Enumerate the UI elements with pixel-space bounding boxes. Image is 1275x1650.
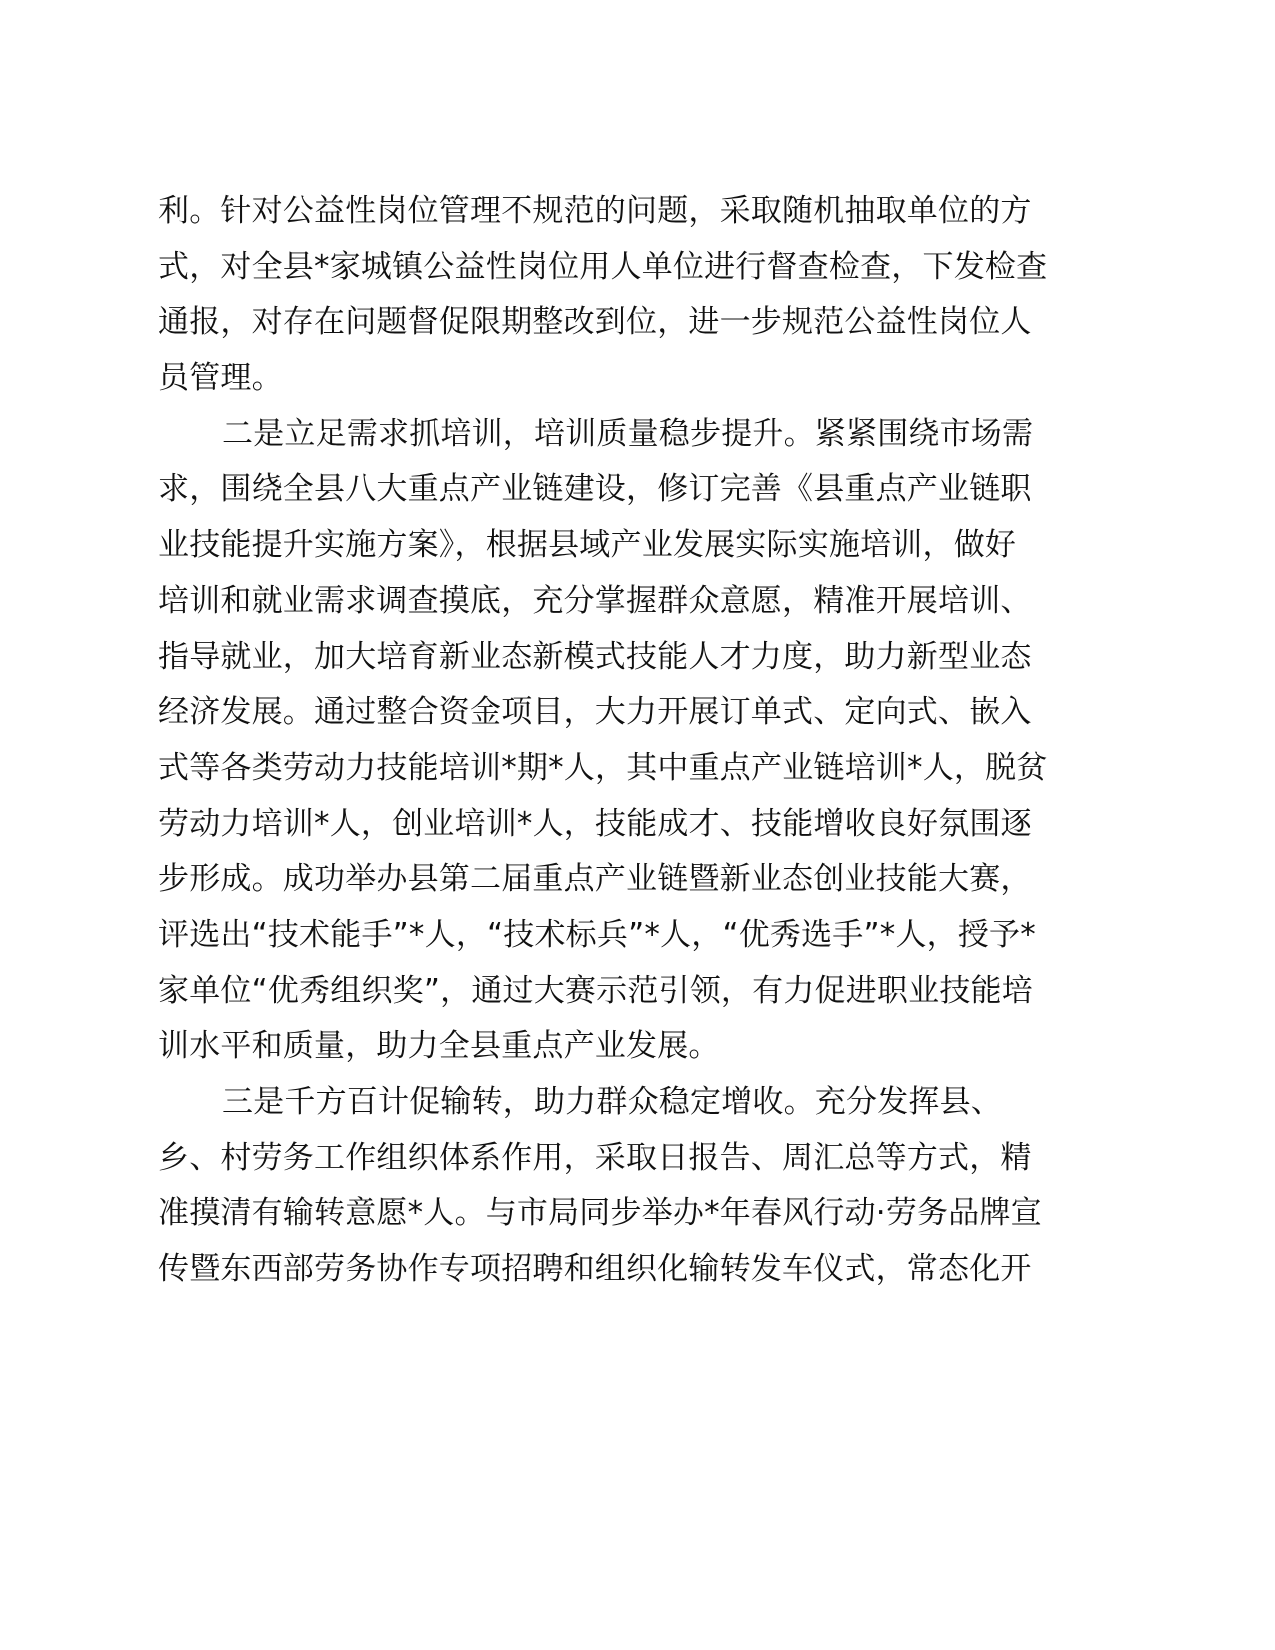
text-line: 家单位“优秀组织奖”，通过大赛示范引领，有力促进职业技能培 bbox=[158, 972, 1033, 1009]
text-line: 通报，对存在问题督促限期整改到位，进一步规范公益性岗位人 bbox=[158, 304, 1032, 341]
text-line: 式等各类劳动力技能培训*期*人，其中重点产业链培训*人，脱贫 bbox=[158, 749, 1048, 786]
paragraph-start-line: 三是千方百计促输转，助力群众稳定增收。充分发挥县、 bbox=[222, 1084, 1002, 1120]
text-line: 准摸清有输转意愿*人。与市局同步举办*年春风行动·劳务品牌宣 bbox=[158, 1195, 1042, 1232]
body-text bbox=[158, 184, 1118, 1298]
text-line: 步形成。成功举办县第二届重点产业链暨新业态创业技能大赛， bbox=[158, 861, 1032, 898]
text-line: 传暨东西部劳务协作专项招聘和组织化输转发车仪式，常态化开 bbox=[158, 1251, 1032, 1288]
text-line: 业技能提升实施方案》，根据县域产业发展实际实施培训，做好 bbox=[158, 527, 1017, 564]
text-line: 求，围绕全县八大重点产业链建设，修订完善《县重点产业链职 bbox=[158, 471, 1032, 508]
text-line: 培训和就业需求调查摸底，充分掌握群众意愿，精准开展培训、 bbox=[158, 582, 1032, 619]
text-line: 劳动力培训*人，创业培训*人，技能成才、技能增收良好氛围逐 bbox=[158, 805, 1032, 842]
text-line: 经济发展。通过整合资金项目，大力开展订单式、定向式、嵌入 bbox=[158, 694, 1032, 731]
text-line: 训水平和质量，助力全县重点产业发展。 bbox=[158, 1028, 720, 1065]
text-line: 评选出“技术能手”*人，“技术标兵”*人，“优秀选手”*人，授予* bbox=[158, 916, 1036, 953]
text-line: 利。针对公益性岗位管理不规范的问题，采取随机抽取单位的方 bbox=[158, 193, 1032, 229]
text-line: 乡、村劳务工作组织体系作用，采取日报告、周汇总等方式，精 bbox=[158, 1139, 1032, 1176]
text-line: 式，对全县*家城镇公益性岗位用人单位进行督查检查，下发检查 bbox=[158, 248, 1048, 285]
paragraph-start-line: 二是立足需求抓培训，培训质量稳步提升。紧紧围绕市场需 bbox=[222, 415, 1034, 452]
text-line: 指导就业，加大培育新业态新模式技能人才力度，助力新型业态 bbox=[158, 638, 1032, 675]
text-line: 员管理。 bbox=[158, 360, 283, 397]
